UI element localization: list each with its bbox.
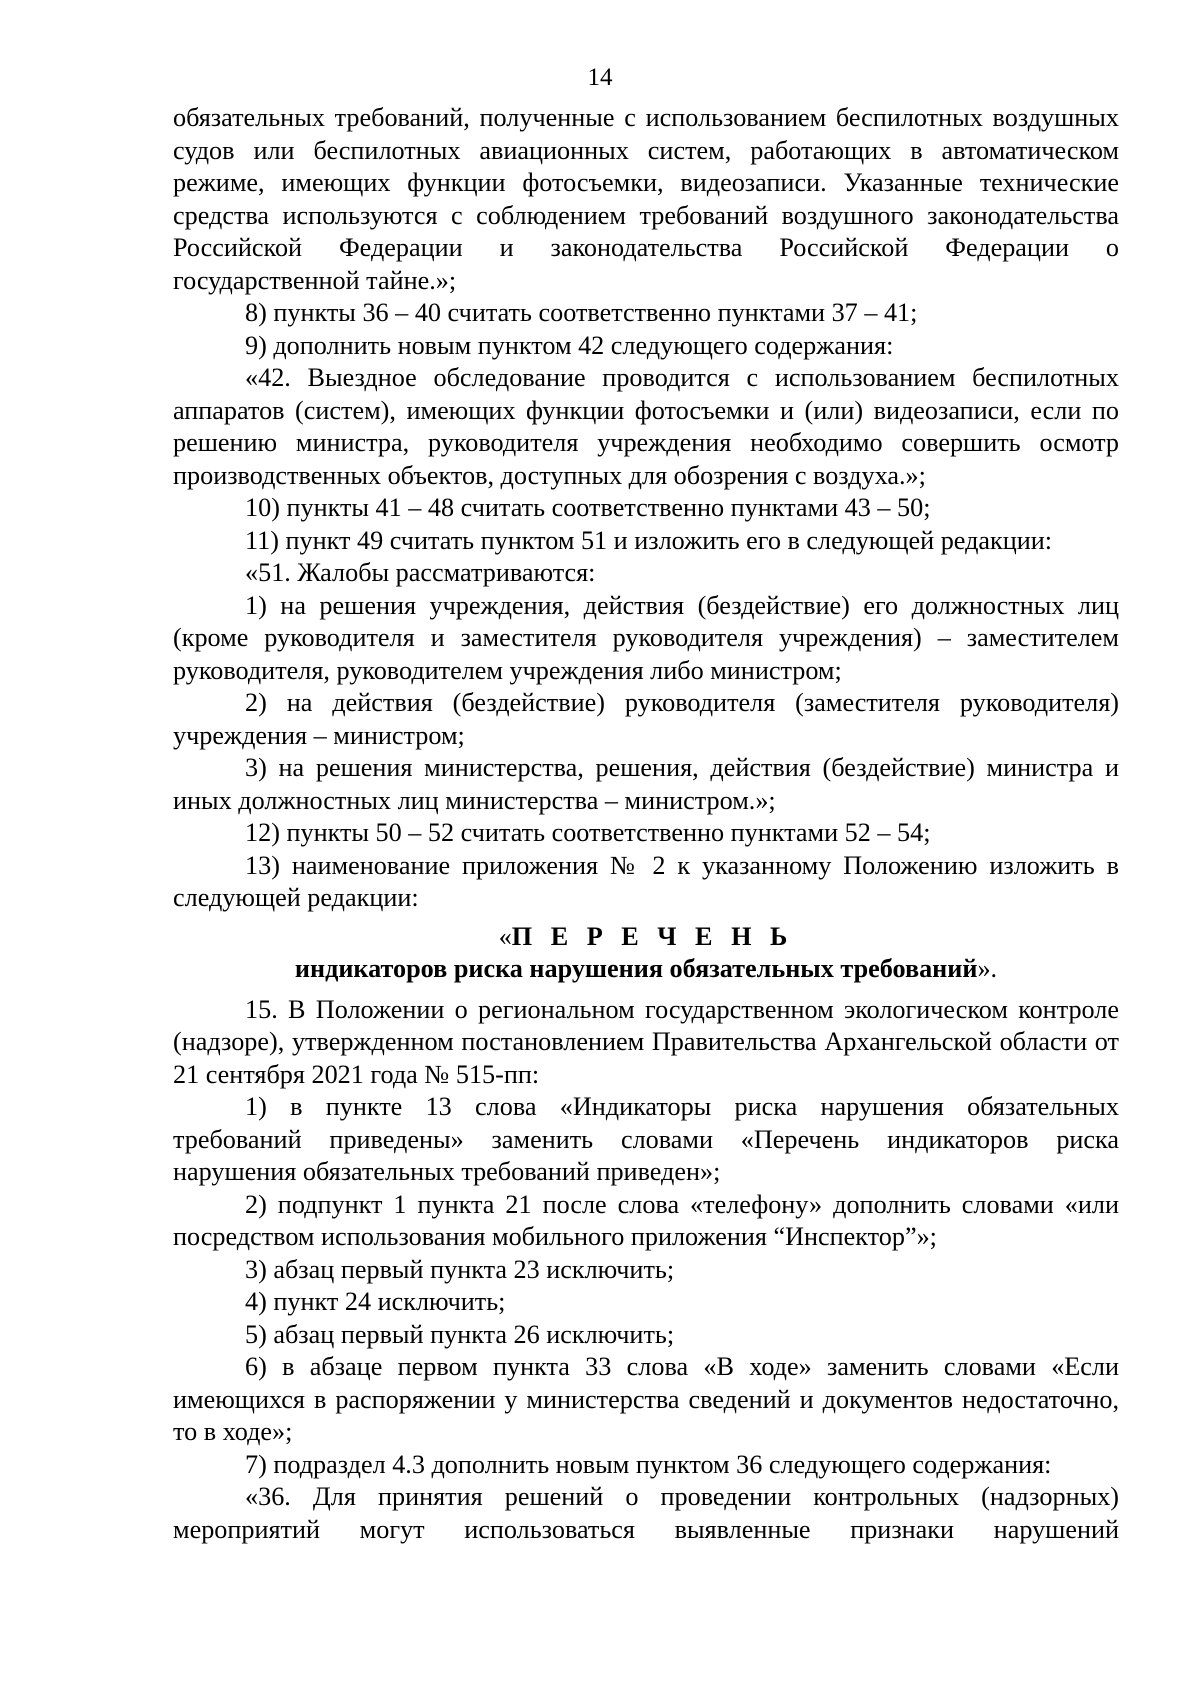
paragraph-subitem-7: 7) подраздел 4.3 дополнить новым пунктом 36 следующего содержания: (245, 1449, 1052, 1479)
paragraph-point-36: «36. Для принятия решений о проведении контрольных (надзорных) мероприятий могут использоваться выявленные признаки нарушений (173, 1482, 1119, 1544)
paragraph-subitem-1: 1) в пункте 13 слова «Индикаторы риска нарушения обязательных требований приведены» заменить словами «Перечень индикаторов риска нарушения обязательных требований приведен»; (173, 1092, 1119, 1186)
paragraph-continuation: обязательных требований, полученные с использованием беспилотных воздушных судов или беспилотных авиационных систем, работающих в автоматическом режиме, имеющих функции фотосъемки, видеозаписи. Указанные технические средства используются с соблюдением требований воздушного законодательства Российской Федерации и законодательства Российской Федерации о государственной тайне.»; (173, 103, 1119, 295)
paragraph-item-12: 12) пункты 50 – 52 считать соответственно пунктами 52 – 54; (245, 818, 931, 847)
paragraph-item-10: 10) пункты 41 – 48 считать соответственно пунктами 43 – 50; (245, 493, 931, 522)
paragraph-subitem-5: 5) абзац первый пункта 26 исключить; (245, 1319, 675, 1349)
paragraph-point-42: «42. Выездное обследование проводится с использованием беспилотных аппаратов (систем), имеющих функции фотосъемки и (или) видеозаписи, если по решению министра, руководителя учреждения необходимо совершить осмотр производственных объектов, доступных для обозрения с воздуха.»; (173, 363, 1119, 490)
paragraph-subitem-1: 1) на решения учреждения, действия (бездействие) его должностных лиц (кроме руководителя и заместителя руководителя учреждения) – заместителем руководителя, руководителем учреждения либо министром; (173, 590, 1119, 685)
paragraph-item-8: 8) пункты 36 – 40 считать соответственно пунктами 37 – 41; (245, 298, 918, 327)
heading-open-quote: « (498, 921, 512, 951)
paragraph-subitem-2: 2) на действия (бездействие) руководителя (заместителя руководителя) учреждения – министром; (173, 688, 1119, 750)
paragraph-section-15: 15. В Положении о региональном государственном экологическом контроле (надзоре), утвержденном постановлением Правительства Архангельской области от 21 сентября 2021 года № 515-пп: (173, 994, 1119, 1089)
paragraph-item-13: 13) наименование приложения № 2 к указанному Положению изложить в следующей редакции: (173, 850, 1119, 912)
appendix-heading-title (173, 921, 1119, 954)
paragraph-subitem-2: 2) подпункт 1 пункта 21 после слова «телефону» дополнить словами «или посредством использования мобильного приложения “Инспектор”»; (173, 1189, 1119, 1251)
paragraph-subitem-3: 3) абзац первый пункта 23 исключить; (245, 1254, 675, 1284)
paragraph-subitem-6: 6) в абзаце первом пункта 33 слова «В ходе» заменить словами «Если имеющихся в распоряжении у министерства сведений и документов недостаточно, то в ходе»; (173, 1352, 1119, 1446)
heading-close: ». (977, 954, 998, 983)
page-number: 14 (587, 64, 613, 91)
paragraph-point-51: «51. Жалобы рассматриваются: (245, 558, 596, 587)
paragraph-item-11: 11) пункт 49 считать пунктом 51 и изложить его в следующей редакции: (245, 525, 1053, 555)
paragraph-subitem-4: 4) пункт 24 исключить; (245, 1287, 506, 1316)
paragraph-subitem-3: 3) на решения министерства, решения, действия (бездействие) министра и иных должностных лиц министерства – министром.»; (173, 753, 1119, 815)
document-body (173, 102, 1119, 1546)
appendix-heading-subtitle (173, 953, 1119, 986)
paragraph-item-9: 9) дополнить новым пунктом 42 следующего содержания: (245, 330, 894, 360)
heading-title: П Е Р Е Ч Е Н Ь (511, 921, 794, 951)
heading-subtitle: индикаторов риска нарушения обязательных требований (294, 954, 978, 983)
